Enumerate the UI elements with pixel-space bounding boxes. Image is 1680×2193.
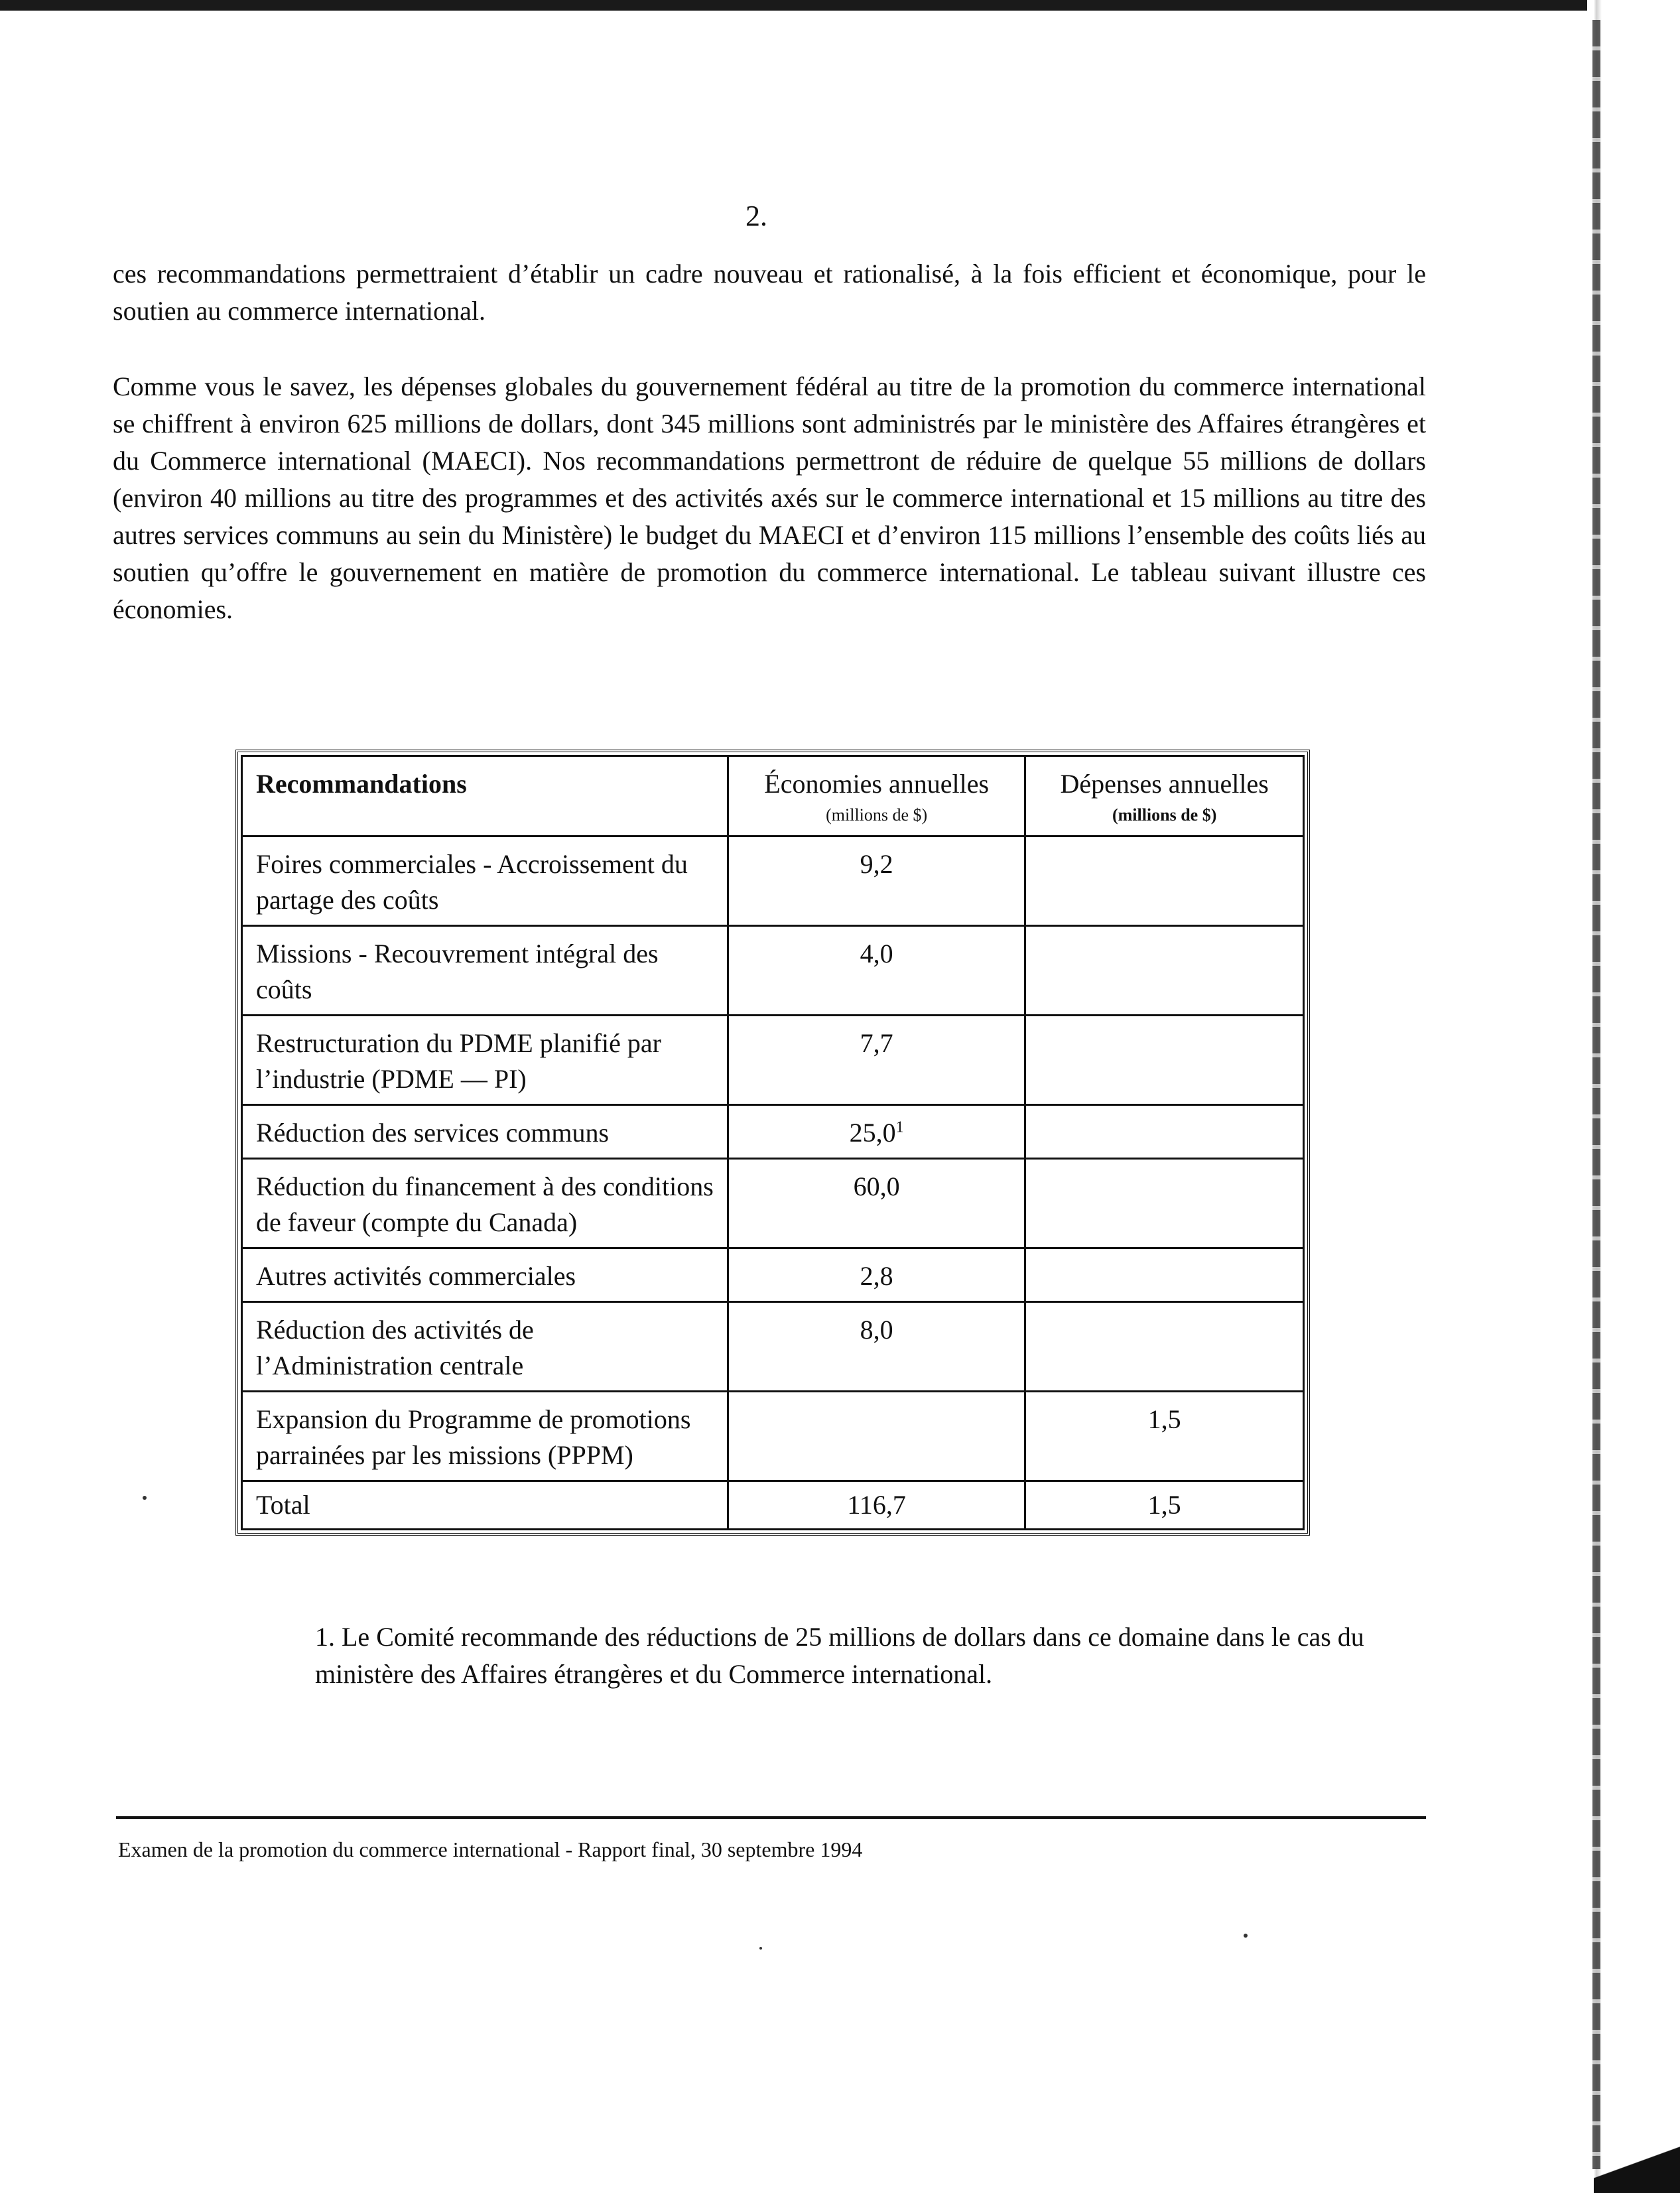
row-label: Missions - Recouvrement intégral des coûts [242,926,728,1016]
row-economies: 7,7 [728,1016,1025,1105]
scan-speck [143,1496,147,1500]
header-recommandations: Recommandations [242,756,728,836]
row-depenses [1025,1159,1304,1248]
footer-divider [116,1816,1426,1819]
row-label: Réduction des services communs [242,1105,728,1159]
row-economies: 4,0 [728,926,1025,1016]
table-row [242,1159,1304,1248]
total-label: Total [242,1481,728,1530]
table-row [242,1105,1304,1159]
footnote-marker: 1 [895,1118,904,1136]
page-number: 2. [745,200,767,232]
paragraph-costs: Comme vous le savez, les dépenses globales du gouvernement fédéral au titre de la promotion du commerce international se chiffrent à environ 625 millions de dollars, dont 345 millions sont administrés par le ministère des Affaires étrangères et du Commerce international (MAECI). Nos recommandations permettront de réduire de quelque 55 millions de dollars (environ 40 millions au titre des programmes et des activités axés sur le commerce international et 15 millions au titre des autres services communs au sein du Ministère) le budget du MAECI et d’environ 115 millions l’ensemble des coûts liés au soutien qu’offre le gouvernement en matière de promotion du commerce international. Le tableau suivant illustre ces économies. [113,371,1426,624]
table-row [242,1016,1304,1105]
savings-table [235,750,1310,1536]
row-economies [728,1392,1025,1481]
row-depenses [1025,1016,1304,1105]
table-row [242,1248,1304,1302]
total-economies: 116,7 [728,1481,1025,1530]
row-economies: 8,0 [728,1302,1025,1392]
page-footer: Examen de la promotion du commerce international - Rapport final, 30 septembre 1994 [118,1837,863,1861]
row-label: Réduction des activités de l’Administration centrale [242,1302,728,1392]
row-economies: 60,0 [728,1159,1025,1248]
header-economies [728,756,1025,836]
scan-top-edge [0,0,1680,11]
row-label: Foires commerciales - Accroissement du partage des coûts [242,836,728,926]
row-economies: 9,2 [728,836,1025,926]
header-depenses [1025,756,1304,836]
header-economies-unit: (millions de $) [826,805,928,825]
row-label: Autres activités commerciales [242,1248,728,1302]
row-economies: 25,0 [849,1118,896,1148]
row-label: Restructuration du PDME planifié par l’industrie (PDME — PI) [242,1016,728,1105]
table-row [242,1302,1304,1392]
scan-speck [1244,1934,1248,1938]
header-economies-label: Économies annuelles [764,769,990,799]
table-row [242,836,1304,926]
table-row [242,1392,1304,1481]
table-header-row [242,756,1304,836]
table-footnote: 1. Le Comité recommande des réductions de 25 millions de dollars dans ce domaine dans le cas du ministère des Affaires étrangères et du Commerce international. [315,1622,1364,1689]
row-label: Réduction du financement à des conditions de faveur (compte du Canada) [242,1159,728,1248]
paragraph-intro: ces recommandations permettraient d’établir un cadre nouveau et rationalisé, à la fois efficient et économique, pour le soutien au commerce international. [113,259,1426,326]
row-depenses [1025,1105,1304,1159]
row-depenses [1025,926,1304,1016]
row-depenses [1025,1248,1304,1302]
row-depenses [1025,836,1304,926]
scan-binding-edge [1587,0,1680,2193]
header-depenses-label: Dépenses annuelles [1060,769,1269,799]
header-depenses-unit: (millions de $) [1112,805,1217,825]
row-depenses: 1,5 [1025,1392,1304,1481]
binding-strip [1592,20,1600,2169]
savings-table-grid [241,755,1305,1530]
row-economies-cell [728,1105,1025,1159]
row-depenses [1025,1302,1304,1392]
scan-speck [759,1947,762,1950]
row-label: Expansion du Programme de promotions parrainées par les missions (PPPM) [242,1392,728,1481]
table-row [242,926,1304,1016]
table-total-row [242,1481,1304,1530]
row-economies: 2,8 [728,1248,1025,1302]
total-depenses: 1,5 [1025,1481,1304,1530]
scan-corner [1594,2147,1680,2193]
